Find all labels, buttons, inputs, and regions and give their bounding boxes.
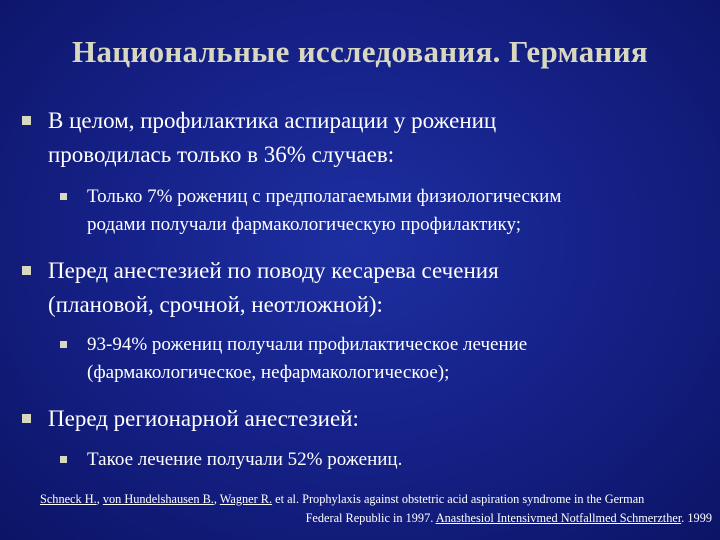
- square-bullet-icon: [22, 116, 31, 125]
- sub-bullet-3: [60, 448, 710, 474]
- sub-bullet-1-line-2: родами получали фармакологическую профилактику;: [87, 214, 521, 235]
- reference-year: . 1999: [681, 511, 712, 525]
- sub-bullet-2: [60, 333, 710, 383]
- reference-separator: ,: [96, 492, 103, 506]
- bullet-2-text: [48, 256, 499, 320]
- reference-title-text: et al. Prophylaxis against obstetric acid aspiration syndrome in the German: [272, 492, 645, 506]
- bullet-1-text: [48, 106, 496, 170]
- square-bullet-icon: [22, 266, 31, 275]
- square-bullet-icon: [60, 193, 67, 200]
- square-bullet-icon: [60, 341, 67, 348]
- bullet-2-line-1: Перед анестезией по поводу кесарева сечения: [48, 258, 499, 283]
- sub-bullet-1-text: [87, 185, 561, 237]
- sub-bullet-2-text: [87, 333, 527, 385]
- bullet-2-line-2: (плановой, срочной, неотложной):: [48, 292, 383, 317]
- reference-separator: ,: [213, 492, 220, 506]
- bullet-1-line-2: проводилась только в 36% случаев:: [48, 142, 395, 167]
- sub-bullet-3-line-1: Такое лечение получали 52% рожениц.: [87, 449, 403, 470]
- author-link-schneck[interactable]: Schneck H.: [40, 492, 97, 506]
- sub-bullet-1-line-1: Только 7% рожениц с предполагаемыми физиологическим: [87, 186, 562, 207]
- sub-bullet-2-line-2: (фармакологическое, нефармакологическое);: [87, 362, 450, 383]
- bullet-1-line-1: В целом, профилактика аспирации у рожениц: [48, 108, 497, 133]
- reference-title-end: Federal Republic in 1997.: [305, 511, 436, 525]
- bullet-3-text: [48, 404, 359, 434]
- author-link-wagner[interactable]: Wagner R.: [219, 492, 273, 506]
- bullet-2: [22, 256, 702, 316]
- bullet-3: [22, 404, 702, 436]
- reference-line-1: [40, 490, 712, 509]
- reference-citation: [40, 490, 712, 528]
- sub-bullet-1: [60, 185, 710, 235]
- sub-bullet-2-line-1: 93-94% рожениц получали профилактическое лечение: [87, 334, 528, 355]
- bullet-1: [22, 106, 702, 166]
- square-bullet-icon: [60, 456, 67, 463]
- reference-line-2: [40, 509, 712, 528]
- sub-bullet-3-text: [87, 448, 402, 472]
- square-bullet-icon: [22, 414, 31, 423]
- journal-link[interactable]: Anasthesiol Intensivmed Notfallmed Schmerzther: [435, 511, 682, 525]
- author-link-hundelshausen[interactable]: von Hundelshausen B.: [102, 492, 214, 506]
- slide-title: Национальные исследования. Германия: [72, 34, 648, 69]
- bullet-3-line-1: Перед регионарной анестезией:: [48, 406, 359, 431]
